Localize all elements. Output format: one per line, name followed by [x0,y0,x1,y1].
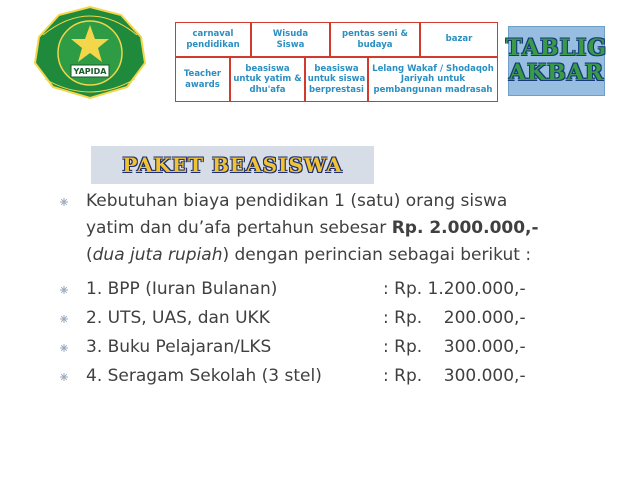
amount-in-words: dua juta rupiah [92,245,223,265]
cost-item-value: : Rp. 300.000,- [383,366,526,386]
intro-line-3-text: ) dengan perincian sebagai berikut : [222,245,532,265]
intro-line-3: (dua juta rupiah) dengan perincian sebagai berikut : [86,245,532,265]
total-amount: Rp. 2.000.000,- [391,218,539,238]
intro-line-2-text: yatim dan du’afa pertahun sebesar [86,218,392,238]
event-teacher-awards: Teacher awards [175,57,230,102]
cost-item-label: 3. Buku Pelajaran/LKS [86,337,272,357]
cost-item-label: 4. Seragam Sekolah (3 stel) [86,366,322,386]
cost-item-value: : Rp. 200.000,- [383,308,526,328]
bullet-icon [60,373,68,381]
tablig-line2: AKBAR [508,60,605,86]
section-title: PAKET BEASISWA [122,153,343,177]
section-title-box [91,146,374,184]
intro-line-2 [86,218,539,238]
event-lelang-wakaf: Lelang Wakaf / Shodaqoh Jariyah untuk pembangunan madrasah [368,57,498,102]
cost-item-value: : Rp. 1.200.000,- [383,279,526,299]
event-beasiswa-prestasi: beasiswa untuk siswa berprestasi [305,57,368,102]
bullet-icon [60,198,68,206]
event-bazar: bazar [420,22,498,57]
cost-item-label: 1. BPP (Iuran Bulanan) [86,279,278,299]
cost-item-value: : Rp. 300.000,- [383,337,526,357]
school-logo [23,5,158,100]
cost-item-label: 2. UTS, UAS, dan UKK [86,308,270,328]
event-wisuda: Wisuda Siswa [251,22,330,57]
tablig-akbar-badge [505,26,608,96]
bullet-icon [60,315,68,323]
tablig-line1: TABLIG [505,34,608,61]
event-beasiswa-yatim: beasiswa untuk yatim & dhu'afa [230,57,305,102]
bullet-icon [60,286,68,294]
logo-label: YAPIDA [73,67,107,76]
event-pentas-seni: pentas seni & budaya [330,22,420,57]
event-carnaval: carnaval pendidikan [175,22,251,57]
intro-line-1: Kebutuhan biaya pendidikan 1 (satu) orang siswa [86,191,508,211]
bullet-icon [60,344,68,352]
